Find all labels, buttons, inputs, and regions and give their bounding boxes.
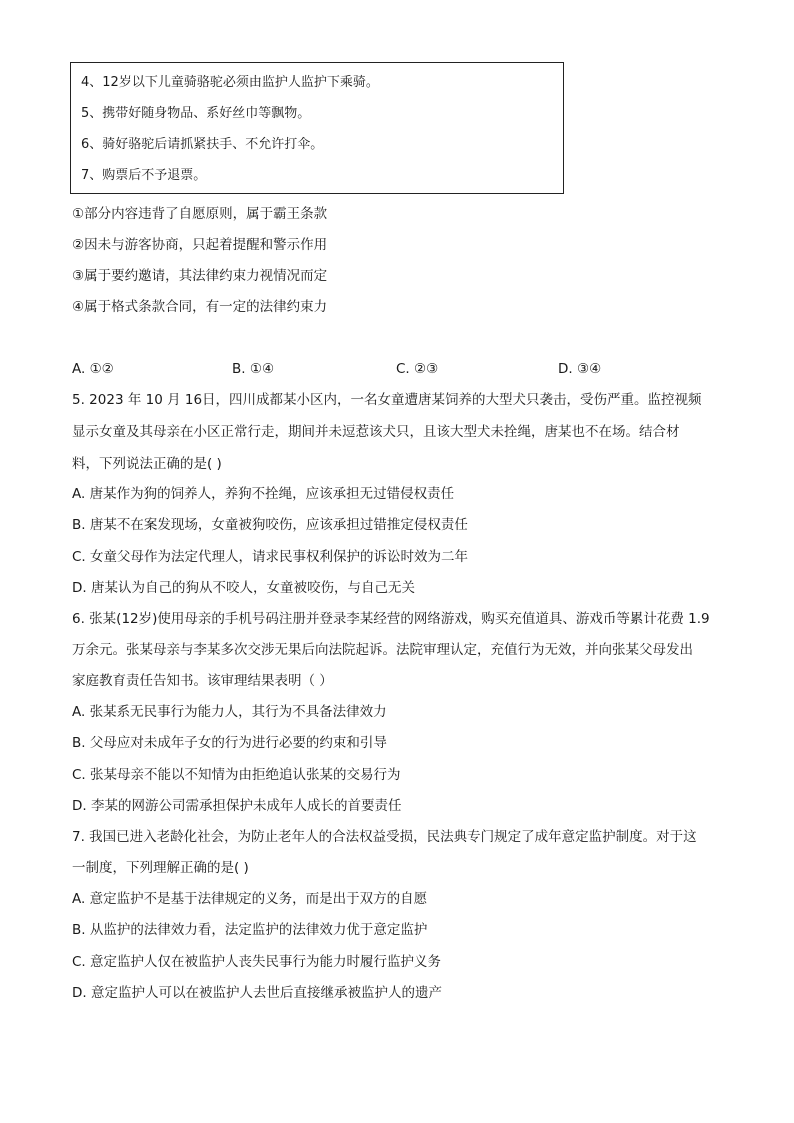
q4-option-a: A. ①② — [72, 361, 114, 377]
q7-option-d: D. 意定监护人可以在被监护人去世后直接继承被监护人的遗产 — [72, 985, 442, 1001]
q6-stem-line-2: 万余元。张某母亲与李某多次交涉无果后向法院起诉。法院审理认定，充值行为无效，并向张某父母发出 — [72, 642, 693, 658]
rule-5: 5、携带好随身物品、系好丝巾等飘物。 — [81, 106, 311, 121]
q7-stem-line-1: 7. 我国已进入老龄化社会，为防止老年人的合法权益受损，民法典专门规定了成年意定监护制度。对于这 — [72, 829, 697, 845]
q6-option-d: D. 李某的网游公司需承担保护未成年人成长的首要责任 — [72, 798, 402, 814]
q4-option-c: C. ②③ — [396, 361, 439, 377]
rule-7: 7、购票后不予退票。 — [81, 168, 207, 183]
q5-stem-line-2: 显示女童及其母亲在小区正常行走，期间并未逗惹该犬只，且该大型犬未拴绳，唐某也不在场。结合材 — [72, 424, 680, 440]
q6-stem-line-3: 家庭教育责任告知书。该审理结果表明（ ） — [72, 673, 333, 689]
q7-option-a: A. 意定监护不是基于法律规定的义务，而是出于双方的自愿 — [72, 891, 428, 907]
q6-stem-line-1: 6. 张某(12岁)使用母亲的手机号码注册并登录李某经营的网络游戏，购买充值道具、游戏币等累计花费 1.9 — [72, 611, 710, 627]
q7-option-c: C. 意定监护人仅在被监护人丧失民事行为能力时履行监护义务 — [72, 954, 442, 970]
rule-4: 4、12岁以下儿童骑骆驼必须由监护人监护下乘骑。 — [81, 75, 379, 90]
q5-option-a: A. 唐某作为狗的饲养人，养狗不拴绳，应该承担无过错侵权责任 — [72, 486, 455, 502]
q4-option-d: D. ③④ — [558, 361, 602, 377]
q6-option-c: C. 张某母亲不能以不知情为由拒绝追认张某的交易行为 — [72, 767, 401, 783]
q7-option-b: B. 从监护的法律效力看，法定监护的法律效力优于意定监护 — [72, 922, 428, 938]
q4-statement-1: ①部分内容违背了自愿原则，属于霸王条款 — [72, 206, 328, 222]
q7-stem-line-2: 一制度，下列理解正确的是( ) — [72, 860, 249, 876]
q4-option-b: B. ①④ — [232, 361, 275, 377]
q4-statement-3: ③属于要约邀请，其法律约束力视情况而定 — [72, 268, 328, 284]
q4-statement-2: ②因未与游客协商，只起着提醒和警示作用 — [72, 237, 328, 253]
q6-option-b: B. 父母应对未成年子女的行为进行必要的约束和引导 — [72, 735, 387, 751]
q5-stem-line-3: 料，下列说法正确的是( ) — [72, 456, 222, 472]
rule-6: 6、骑好骆驼后请抓紧扶手、不允许打伞。 — [81, 137, 324, 152]
q5-option-d: D. 唐某认为自己的狗从不咬人，女童被咬伤，与自己无关 — [72, 580, 415, 596]
q5-option-c: C. 女童父母作为法定代理人，请求民事权利保护的诉讼时效为二年 — [72, 549, 469, 565]
q6-option-a: A. 张某系无民事行为能力人，其行为不具备法律效力 — [72, 704, 387, 720]
rules-notice-box — [70, 62, 564, 194]
q5-stem-line-1: 5. 2023 年 10 月 16日，四川成都某小区内，一名女童遭唐某饲养的大型犬只袭击，受伤严重。监控视频 — [72, 392, 702, 408]
q5-option-b: B. 唐某不在案发现场，女童被狗咬伤，应该承担过错推定侵权责任 — [72, 517, 468, 533]
q4-statement-4: ④属于格式条款合同，有一定的法律约束力 — [72, 299, 328, 315]
